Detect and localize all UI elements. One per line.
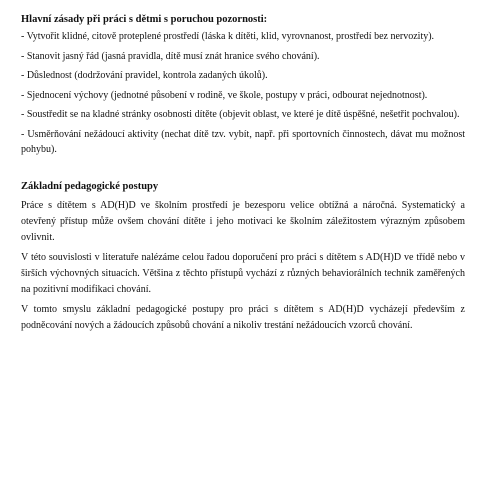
list-item: - Soustředit se na kladné stránky osobnosti dítěte (objevit oblast, ve které je dítě úspěšné, nešetřit pochvalou).	[21, 109, 460, 120]
document-page	[21, 12, 465, 337]
paragraph: V této souvislosti v literatuře nalézáme celou řadou doporučení pro práci s dítětem s AD(H)D ve třídě nebo v širších výchovných situacích. Většina z těchto přístupů vychází z různých behaviorálních technik zaměřených na pozitivní modifikaci chování.	[21, 251, 465, 296]
section-approaches	[21, 179, 465, 334]
list-item: - Stanovit jasný řád (jasná pravidla, dítě musí znát hranice svého chování).	[21, 50, 320, 62]
list-item: - Sjednocení výchovy (jednotné působení v rodině, ve škole, postupy v práci, odbourat nejednotnost).	[21, 89, 428, 101]
list-item: - Důslednost (dodržování pravidel, kontrola zadaných úkolů).	[21, 70, 268, 81]
section-principles	[21, 12, 465, 157]
paragraph: V tomto smyslu základní pedagogické postupy pro práci s dítětem s AD(H)D vycházejí především z podněcování nových a žádoucích způsobů chování a nikoliv trestání nežádoucích vzorců chování.	[21, 303, 465, 331]
section-heading-principles: Hlavní zásady při práci s dětmi s poruchou pozornosti:	[21, 14, 268, 25]
paragraph: Práce s dítětem s AD(H)D ve školním prostředí je bezesporu velice obtížná a náročná. Systematický a otevřený přístup může ovšem chování dítěte i jeho motivaci ke školním záležitostem výrazným způsobem ovlivnit.	[21, 199, 465, 244]
section-heading-approaches: Základní pedagogické postupy	[21, 180, 159, 192]
list-item: - Vytvořit klidné, citově proteplené prostředí (láska k dítěti, klid, vyrovnanost, prostředí bez nervozity).	[21, 31, 435, 42]
list-item: - Usměrňování nežádoucí aktivity (nechat dítě tzv. vybít, např. při sportovních činnostech, dávat mu možnost pohybu).	[21, 128, 465, 155]
